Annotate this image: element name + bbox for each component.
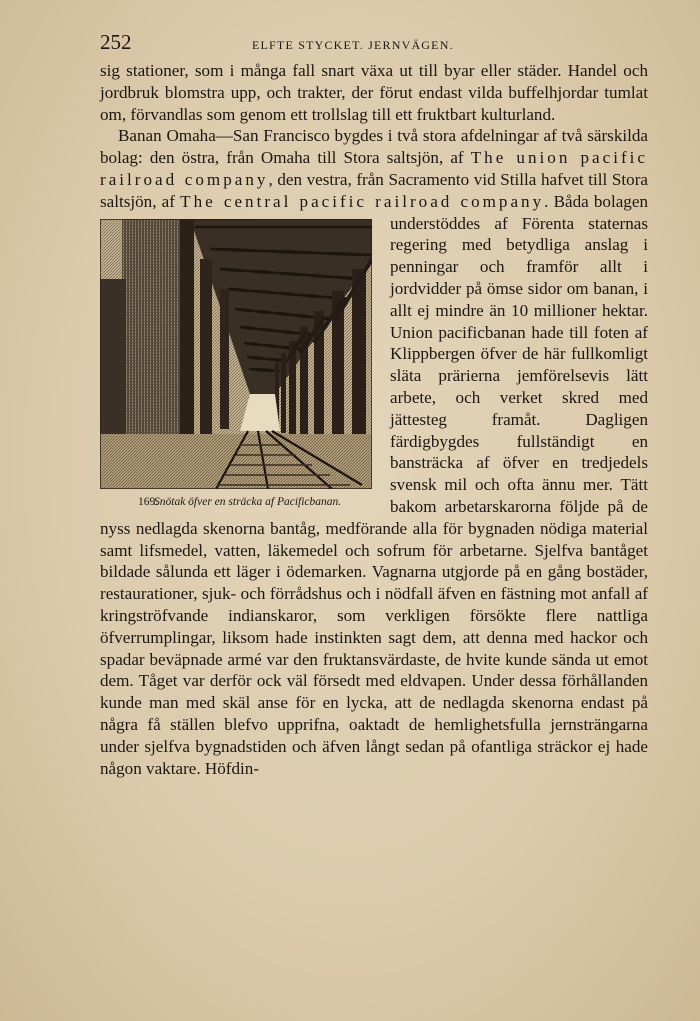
paragraph-2-part-3: . Båda bolagen understöddes af Förenta staternas regering med betydliga anslag i penningar och framför allt i jordvidder på ömse sidor om banan, i allt ej mindre än 10 millioner hektar. Union pacificbanan hade till foten af Klippbergen öfver de här fullkomligt släta prärierna jemförelsevis lätt arbete, och verket skred med jättesteg framåt. Dagligen färdigbygdes fullständigt en bansträcka af öfver en tredjedels svensk mil och ofta ännu mer. Tätt bakom arbetarskarorna följde på de nyss nedlagda skenorna bantåg, medförande alla för bygnaden nödiga material samt lifsmedel, vatten, läkemedel och sofrum för arbetarne. Sjelfva bantåget bildade sålunda ett läger i ödemarken. Vagnarna utgjorde på en gång bostäder, restaurationer, sjuk- och förrådshus och i nödfall äfven en fästning mot anfall af kringströfvande indianskaror, som verkligen försökte flere nattliga öfverrumplingar, liksom hade instinkten sagt dem, att denna med hackor och spadar beväpnade armé var den fruktansvärdaste, de hvite kunde sända ut emot dem. Tåget var derför ock väl försedt med eldvapen. Under dessa förhållanden kunde man med skäl anse för en lycka, att de nedlagda skenorna endast på några få ställen blefvo upprifna, oaktadt de hemlighetsfulla jernsträngarna under sjelfva bygnadstiden och äfven långt sedan på ofantliga sträckor ej hade någon vaktare. Höfdin- xyxy=(100,191,648,778)
figure xyxy=(100,219,376,509)
paragraph-1: sig stationer, som i många fall snart växa ut till byar eller städer. Handel och jordbruk blomstra upp, och trakter, der förut endast vilda buffelhjordar tumlat om, förvandlas som genom ett trollslag till ett fruktbart kulturland. xyxy=(100,61,648,124)
running-head: ELFTE STYCKET. JERNVÄGEN. xyxy=(252,38,454,52)
company-name-central-pacific: The central pacific railroad company xyxy=(180,191,545,211)
body-text xyxy=(100,60,648,779)
page-header xyxy=(100,30,655,54)
page-number: 252 xyxy=(100,30,132,54)
paragraph-2-part-1: Banan Omaha—San Francisco bygdes i två stora afdelningar af två särskilda bolag: den östra, från Omaha till Stora saltsjön, af xyxy=(100,126,648,168)
paragraph-2 xyxy=(100,125,648,779)
paragraph-2-part-2: , den vestra, från Sacramento vid Stilla hafvet till Stora saltsjön, af xyxy=(100,169,648,211)
figure-number: 169. xyxy=(138,495,159,508)
figure-caption-text: Snötak öfver en sträcka af Pacificbanan. xyxy=(154,495,342,508)
figure-caption xyxy=(100,495,376,509)
company-name-union-pacific: The union pacific railroad company xyxy=(100,148,648,189)
snowshed-engraving xyxy=(100,219,372,489)
